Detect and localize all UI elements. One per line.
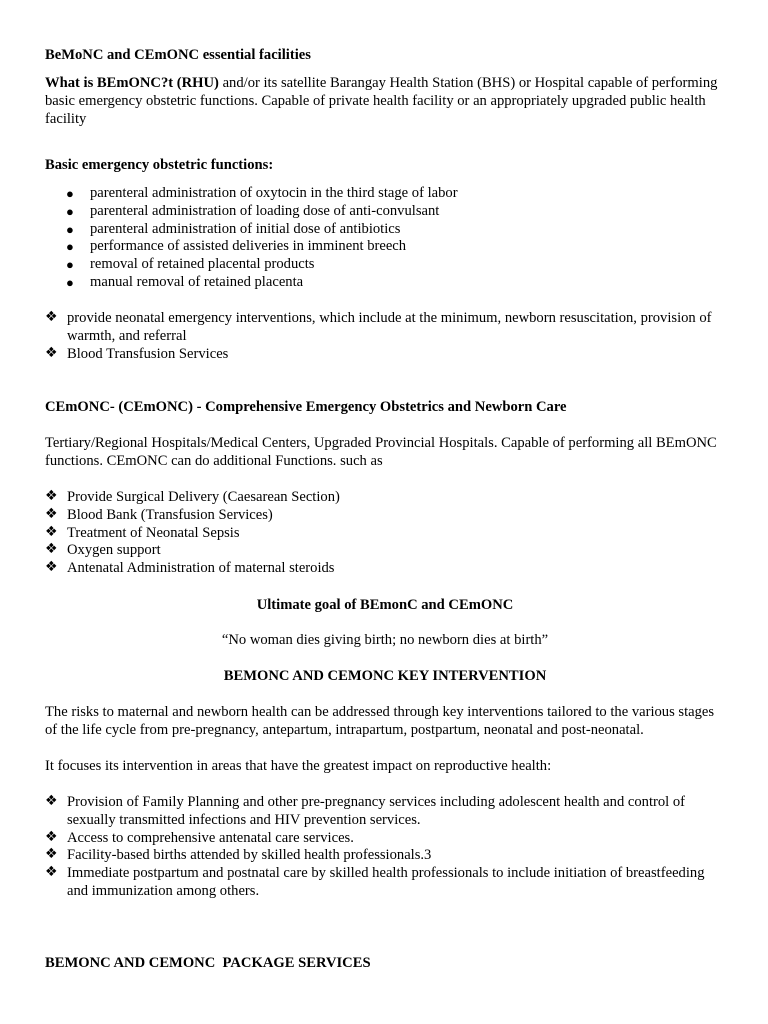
bullet-diamond-icon: ❖ xyxy=(45,559,58,576)
bullet-dot-icon: ● xyxy=(66,221,74,237)
basic-functions-heading: Basic emergency obstetric functions: xyxy=(45,157,274,173)
bullet-diamond-icon: ❖ xyxy=(45,309,58,325)
bullet-dot-icon: ● xyxy=(66,257,74,273)
bullet-diamond-icon: ❖ xyxy=(45,846,58,863)
bullet-diamond-icon: ❖ xyxy=(45,344,58,361)
list-item: ● removal of retained placental products xyxy=(66,256,315,273)
list-item: ❖ Oxygen support xyxy=(45,541,161,559)
cemonc-heading: CEmONC- (CEmONC) - Comprehensive Emergency Obstetrics and Newborn Care xyxy=(45,399,567,415)
bullet-diamond-icon: ❖ xyxy=(45,541,58,558)
package-services-heading: BEMONC AND CEMONC PACKAGE SERVICES xyxy=(45,955,371,971)
list-item: ● manual removal of retained placenta xyxy=(66,273,304,290)
bullet-dot-icon: ● xyxy=(66,239,74,255)
list-item: ❖ Antenatal Administration of maternal steroids xyxy=(45,559,335,577)
list-item: ❖ Blood Transfusion Services xyxy=(45,344,229,362)
cemonc-paragraph: Tertiary/Regional Hospitals/Medical Centers, Upgraded Provincial Hospitals. Capable of performing all BEmONC functions. CEmONC can do additional Functions. such as xyxy=(45,435,717,469)
list-item: ❖ Immediate postpartum and postnatal care by skilled health professionals to include initiation of breastfeeding and immunization among others. xyxy=(45,864,705,899)
key-paragraph-2: It focuses its intervention in areas that have the greatest impact on reproductive health: xyxy=(45,758,552,774)
basic-functions-list xyxy=(45,185,725,292)
intro-text: and/or its satellite Barangay Health Station (BHS) or Hospital capable of performing basic emergency obstetric functions. Capable of private health facility or an appropriately upgraded public health facility xyxy=(45,75,718,127)
list-item: ❖ Blood Bank (Transfusion Services) xyxy=(45,505,273,523)
document-title: BeMoNC and CEmONC essential facilities xyxy=(45,47,311,63)
list-item: ❖ provide neonatal emergency interventions, which include at the minimum, newborn resuscitation, provision of warmth, and referral xyxy=(45,309,712,344)
list-item: ❖ Access to comprehensive antenatal care services. xyxy=(45,828,354,846)
bullet-diamond-icon: ❖ xyxy=(45,793,58,809)
goal-quote: “No woman dies giving birth; no newborn dies at birth” xyxy=(221,632,549,648)
bullet-dot-icon: ● xyxy=(66,274,74,290)
bullet-diamond-icon: ❖ xyxy=(45,864,58,881)
list-item: ● performance of assisted deliveries in imminent breech xyxy=(66,238,407,255)
intro-term: What is BEmONC?t (RHU) xyxy=(45,75,219,91)
list-item: ❖ Facility-based births attended by skilled health professionals.3 xyxy=(45,846,432,864)
list-item: ❖ Provision of Family Planning and other pre-pregnancy services including adolescent health and control of sexually transmitted infections and HIV prevention services. xyxy=(45,793,686,828)
bullet-diamond-icon: ❖ xyxy=(45,488,58,504)
list-item: ● parenteral administration of loading dose of anti-convulsant xyxy=(66,202,440,219)
key-interventions-list xyxy=(45,794,725,901)
intro-paragraph xyxy=(45,75,725,128)
basic-extra-list xyxy=(45,310,725,363)
goal-heading: Ultimate goal of BEmonC and CEmONC xyxy=(256,597,514,613)
bullet-diamond-icon: ❖ xyxy=(45,505,58,522)
cemonc-functions-list xyxy=(45,489,725,578)
key-paragraph-1: The risks to maternal and newborn health can be addressed through key interventions tailored to the various stages of the life cycle from pre-pregnancy, antepartum, intrapartum, postpartum, neonatal and post-neonatal. xyxy=(45,704,715,738)
bullet-diamond-icon: ❖ xyxy=(45,523,58,540)
list-item: ● parenteral administration of oxytocin in the third stage of labor xyxy=(66,185,458,201)
bullet-dot-icon: ● xyxy=(66,186,74,201)
list-item: ❖ Treatment of Neonatal Sepsis xyxy=(45,523,240,541)
bullet-dot-icon: ● xyxy=(66,203,74,219)
list-item: ❖ Provide Surgical Delivery (Caesarean Section) xyxy=(45,488,340,505)
bullet-diamond-icon: ❖ xyxy=(45,828,58,845)
key-intervention-heading: BEMONC AND CEMONC KEY INTERVENTION xyxy=(223,668,547,684)
list-item: ● parenteral administration of initial dose of antibiotics xyxy=(66,220,401,237)
